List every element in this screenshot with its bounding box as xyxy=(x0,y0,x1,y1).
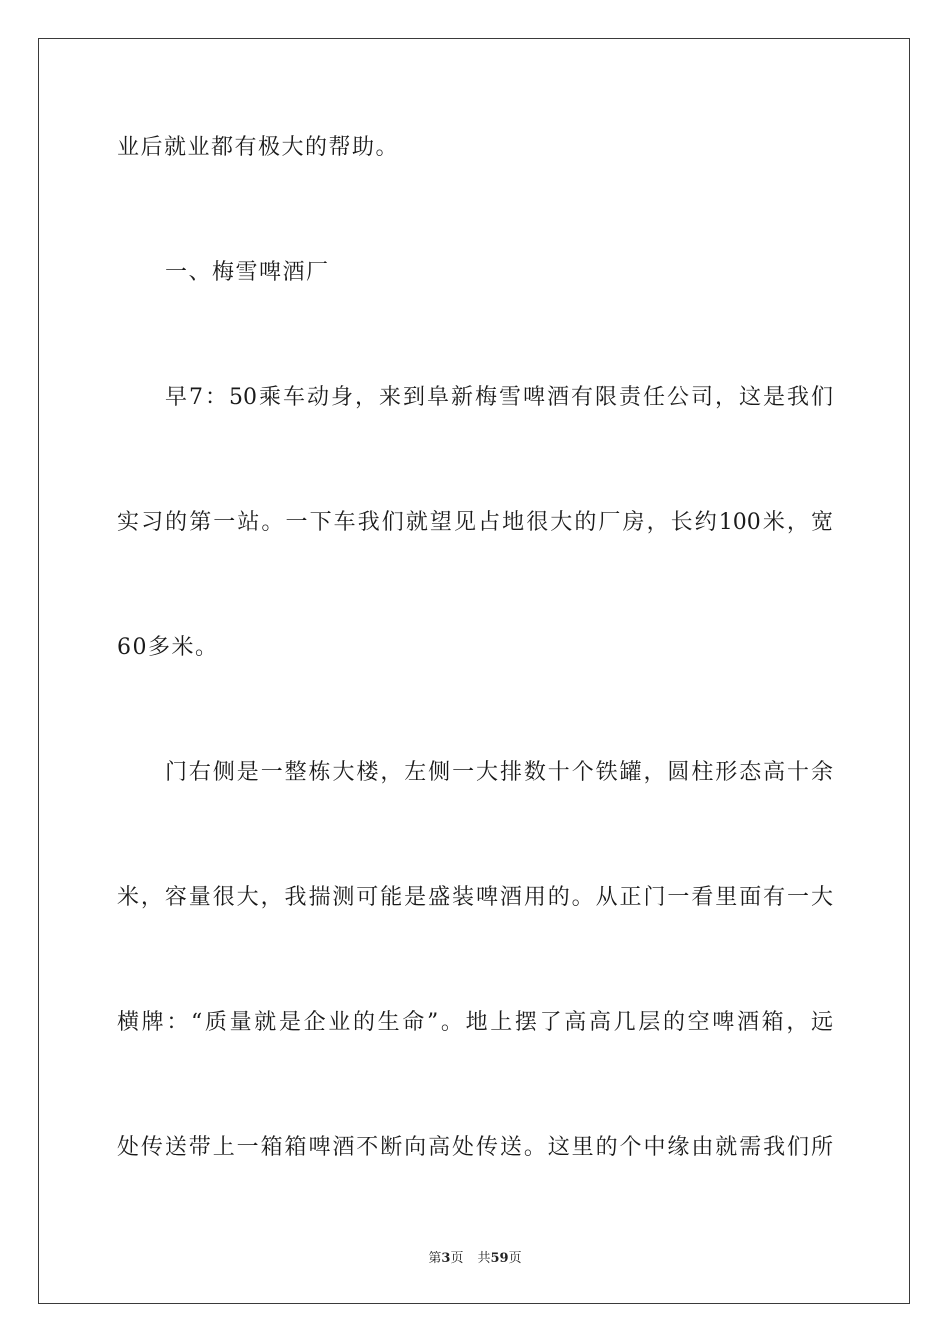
page-suffix: 页 xyxy=(450,1251,464,1266)
page-prefix: 第 xyxy=(428,1251,442,1266)
page-number: 3 xyxy=(441,1251,451,1266)
paragraph-line: 早7：50乘车动身，来到阜新梅雪啤酒有限责任公司，这是我们 xyxy=(165,385,833,410)
paragraph-line: 实习的第一站。一下车我们就望见占地很大的厂房，长约100米，宽 xyxy=(117,510,833,535)
total-pages: 59 xyxy=(490,1251,509,1266)
paragraph-line: 处传送带上一箱箱啤酒不断向高处传送。这里的个中缘由就需我们所 xyxy=(117,1135,833,1160)
total-prefix: 共 xyxy=(477,1251,491,1266)
page-footer xyxy=(0,1247,950,1266)
paragraph-line: 门右侧是一整栋大楼，左侧一大排数十个铁罐，圆柱形态高十余 xyxy=(165,760,833,785)
paragraph-line: 业后就业都有极大的帮助。 xyxy=(117,135,400,160)
paragraph-line: 横牌：“质量就是企业的生命”。地上摆了高高几层的空啤酒箱，远 xyxy=(117,1010,833,1035)
section-heading: 一、梅雪啤酒厂 xyxy=(165,260,330,285)
page-border xyxy=(38,38,910,1304)
paragraph-line: 米，容量很大，我揣测可能是盛装啤酒用的。从正门一看里面有一大 xyxy=(117,885,833,910)
paragraph-line: 60多米。 xyxy=(117,635,219,660)
total-suffix: 页 xyxy=(508,1251,522,1266)
